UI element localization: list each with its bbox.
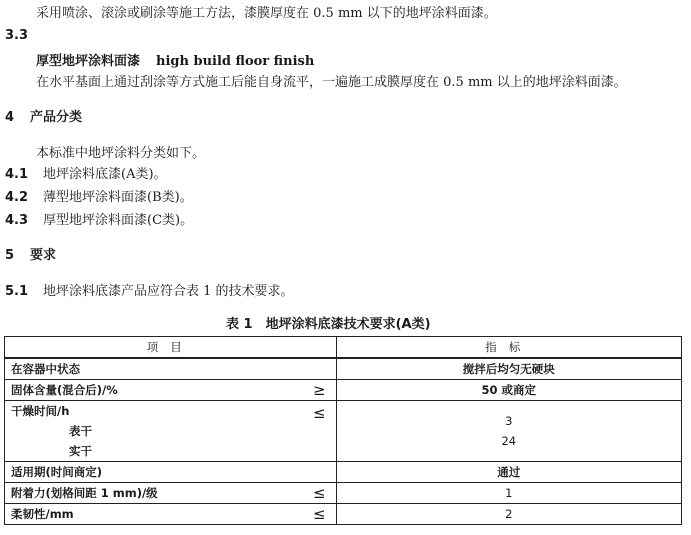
section-4-title: 产品分类 [30, 110, 83, 125]
table-header-row [5, 337, 682, 359]
lte-symbol: ≤ [312, 483, 326, 502]
item-number: 4.3 [5, 213, 29, 228]
table-row [5, 379, 682, 400]
row-item: 固体含量(混合后)/% [11, 382, 118, 397]
section-4-intro: 本标准中地坪涂料分类如下。 [36, 146, 206, 161]
item-text: 厚型地坪涂料面漆(C类)。 [43, 213, 194, 228]
row-value: 24 [501, 433, 517, 448]
row-sub-item: 实干 [69, 443, 92, 458]
row-item: 在容器中状态 [5, 358, 337, 379]
term-en: high build floor finish [156, 54, 315, 69]
section-5-heading [5, 244, 56, 263]
section-3-3-definition: 在水平基面上通过刮涂等方式施工后能自身流平，一遍施工成膜厚度在 0.5 mm 以上的地坪涂料面漆。 [36, 75, 627, 90]
table-row [5, 503, 682, 524]
row-item: 适用期(时间商定) [5, 461, 337, 482]
table-row [5, 461, 682, 482]
row-item-cell [5, 503, 337, 524]
table-row [5, 358, 682, 379]
row-item: 柔韧性/mm [11, 506, 74, 521]
row-value: 50 或商定 [336, 379, 681, 400]
row-value: 1 [336, 482, 681, 503]
section-5-title: 要求 [30, 248, 57, 263]
item-text: 地坪涂料底漆(A类)。 [43, 167, 167, 182]
item-number: 5.1 [5, 284, 29, 299]
section-4-heading [5, 106, 82, 125]
header-item: 项目 [5, 337, 337, 359]
row-value: 搅拌后均匀无硬块 [336, 358, 681, 379]
term-cn: 厚型地坪涂料面漆 [36, 54, 141, 69]
row-value-cell [336, 400, 681, 461]
item-text: 薄型地坪涂料面漆(B类)。 [43, 190, 193, 205]
item-text: 地坪涂料底漆产品应符合表 1 的技术要求。 [43, 284, 294, 299]
lte-symbol: ≤ [312, 504, 326, 523]
list-item [5, 163, 167, 182]
row-item: 干燥时间/h [11, 403, 70, 418]
list-item [5, 209, 193, 228]
header-index: 指标 [336, 337, 681, 359]
table-caption: 表 1 地坪涂料底漆技术要求(A类) [226, 317, 431, 332]
section-5-1 [5, 280, 294, 299]
row-value: 2 [336, 503, 681, 524]
lte-symbol: ≤ [312, 403, 326, 422]
list-item [5, 186, 193, 205]
row-item: 附着力(划格间距 1 mm)/级 [11, 485, 158, 500]
table-row [5, 400, 682, 461]
section-3-3-term [36, 50, 314, 69]
table-row [5, 482, 682, 503]
section-4-number: 4 [5, 110, 15, 125]
row-sub-item: 表干 [69, 423, 92, 438]
section-3-3-number: 3.3 [5, 28, 29, 43]
spec-table [4, 336, 682, 525]
section-5-number: 5 [5, 248, 15, 263]
row-item-cell [5, 400, 337, 461]
intro-line: 采用喷涂、滚涂或刷涂等施工方法，漆膜厚度在 0.5 mm 以下的地坪涂料面漆。 [36, 6, 497, 21]
row-value: 3 [505, 413, 513, 428]
item-number: 4.1 [5, 167, 29, 182]
row-item-cell [5, 482, 337, 503]
row-value: 通过 [336, 461, 681, 482]
item-number: 4.2 [5, 190, 29, 205]
gte-symbol: ≥ [312, 380, 326, 399]
row-item-cell [5, 379, 337, 400]
